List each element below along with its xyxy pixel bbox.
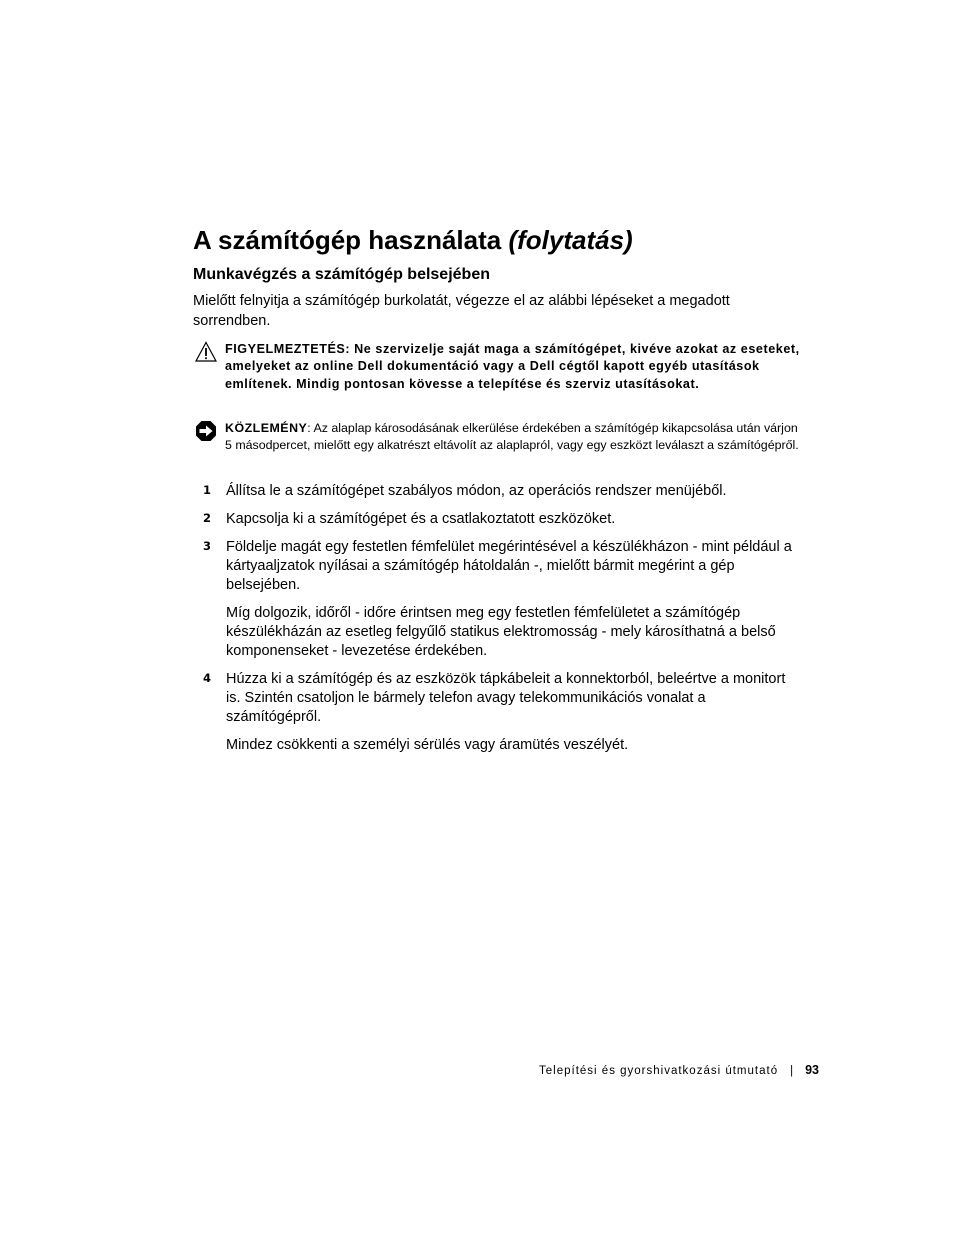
list-item bbox=[193, 538, 803, 661]
step-note: Míg dolgozik, időről - időre érintsen meg egy festetlen fémfelületet a számítógép készülékházán az esetleg felgyűlő statikus elektromosság - mely károsíthatná a belső komponenseket - levezetése érdekében. bbox=[226, 605, 776, 659]
warning-text: FIGYELMEZTETÉS: Ne szervizelje saját maga a számítógépet, kivéve azokat az eseteket, amelyeket az online Dell dokumentáció vagy a Dell cégtől kapott egyéb utasítások említenek. Mindig pontosan kövesse a telepítése és szerviz utasításokat. bbox=[225, 342, 800, 391]
page-title-continued: (folytatás) bbox=[508, 225, 633, 255]
warning-label: FIGYELMEZTETÉS bbox=[225, 342, 346, 356]
notice-body: Az alaplap károsodásának elkerülése érdekében a számítógép kikapcsolása után várjon 5 másodpercet, mielőtt egy alkatrészt eltávolít az alaplapról, vagy egy eszközt leválaszt a számítógépről. bbox=[225, 421, 799, 453]
notice-text: KÖZLEMÉNY: Az alaplap károsodásának elkerülése érdekében a számítógép kikapcsolása után várjon 5 másodpercet, mielőtt egy alkatrészt eltávolít az alaplapról, vagy egy eszközt leválaszt a számítógépről. bbox=[225, 421, 799, 453]
list-item bbox=[193, 510, 803, 529]
page-title-main: A számítógép használata bbox=[193, 225, 502, 255]
list-item bbox=[193, 482, 803, 501]
step-text: Húzza ki a számítógép és az eszközök tápkábeleit a konnektorból, beleértve a monitort is. Szintén csatoljon le bármely telefon avagy telekommunikációs vonalat a számítógépről. bbox=[226, 671, 786, 725]
step-number: 1 bbox=[203, 483, 212, 497]
step-text: Földelje magát egy festetlen fémfelület megérintésével a készülékházon - mint például a kártyaaljzatok nyílásai a számítógép hátoldalán -, mielőtt bármit megérint a gép belsejében. bbox=[226, 539, 792, 593]
step-note: Mindez csökkenti a személyi sérülés vagy áramütés veszélyét. bbox=[226, 737, 629, 753]
step-number: 4 bbox=[203, 671, 212, 685]
notice-arrow-icon bbox=[195, 420, 217, 442]
list-item bbox=[193, 670, 803, 755]
warning-triangle-icon bbox=[195, 341, 217, 363]
notice-label: KÖZLEMÉNY bbox=[225, 421, 308, 435]
steps-list bbox=[193, 482, 803, 764]
intro-paragraph: Mielőtt felnyitja a számítógép burkolatát, végezze el az alábbi lépéseket a megadott sorrendben. bbox=[193, 293, 730, 329]
step-text: Állítsa le a számítógépet szabályos módon, az operációs rendszer menüjéből. bbox=[226, 483, 727, 499]
page-footer bbox=[539, 1062, 819, 1079]
section-heading: Munkavégzés a számítógép belsejében bbox=[193, 266, 490, 283]
footer-title: Telepítési és gyorshivatkozási útmutató bbox=[539, 1065, 779, 1077]
step-text: Kapcsolja ki a számítógépet és a csatlakoztatott eszközöket. bbox=[226, 511, 616, 527]
footer-separator: | bbox=[790, 1065, 795, 1077]
step-number: 2 bbox=[203, 511, 212, 525]
notice-callout bbox=[193, 420, 803, 455]
page-title bbox=[193, 222, 633, 258]
warning-callout bbox=[193, 341, 803, 393]
warning-body: Ne szervizelje saját maga a számítógépet, kivéve azokat az eseteket, amelyeket az online Dell dokumentáció vagy a Dell cégtől kapott egyéb utasítások említenek. Mindig pontosan kövesse a telepítése és szerviz utasításokat. bbox=[225, 342, 800, 391]
page-number: 93 bbox=[805, 1063, 819, 1077]
step-number: 3 bbox=[203, 539, 212, 553]
